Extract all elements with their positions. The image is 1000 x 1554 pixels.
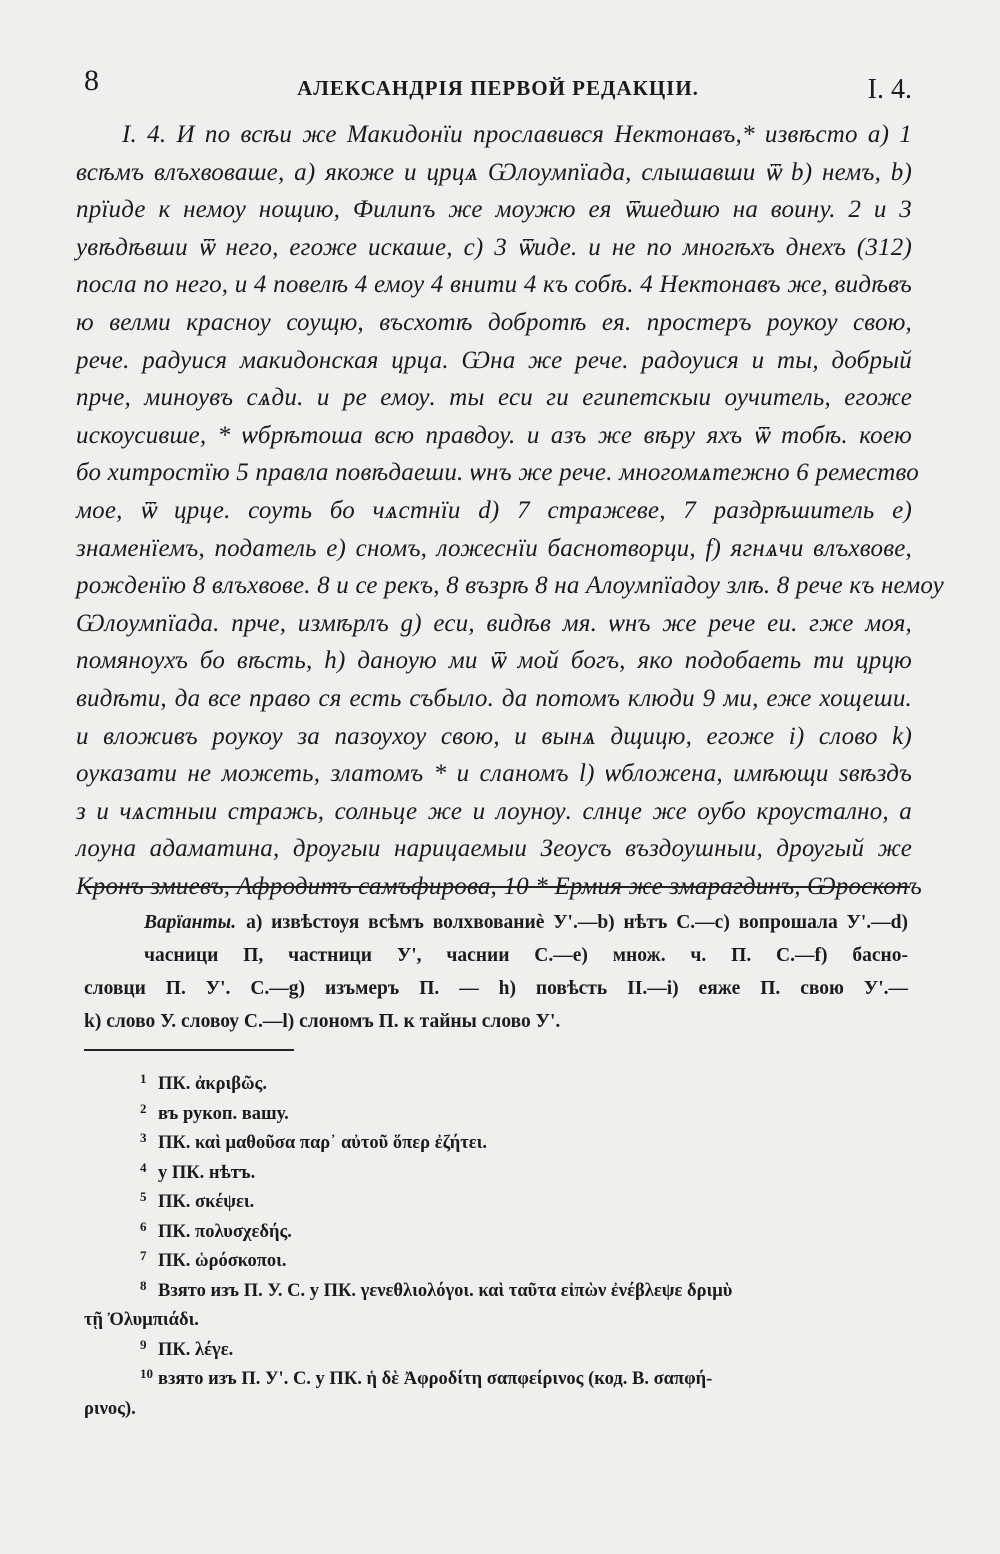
footnote xyxy=(84,1247,908,1277)
footnote-number: 2 xyxy=(140,1100,147,1116)
text-line: мое, ѿ црце. соуть бо чѧстнïи d) 7 стражеве, 7 раздрѣшитель e) знаменïемъ, податель e) сномъ, ложеснïи баснотворци, f) ягнѧчи влъхвове, xyxy=(76,496,912,562)
footnote-number: 10 xyxy=(140,1366,153,1381)
text-line: Ѡлоумпïада. прче, измѣрлъ g) еси, видѣв мя. ѡнъ же рече еи. гже моя, xyxy=(76,609,912,637)
variants-divider xyxy=(84,886,910,888)
footnote xyxy=(84,1336,908,1366)
footnote xyxy=(84,1070,908,1100)
footnote-text: Взято изъ П. У. С. у ПК. γενεθλιολόγοι. καὶ ταῦτα εἰπὼν ἐνέβλεψε δριμὺ xyxy=(158,1280,733,1301)
footnote-text: у ПК. нѣтъ. xyxy=(158,1162,256,1183)
footnote xyxy=(84,1218,908,1248)
page-header xyxy=(84,62,912,106)
footnote-number: 9 xyxy=(140,1336,147,1352)
text-line: лоуна адаматина, дрѹгыи нарицаемыи Зеоусъ въздоушныи, дрѹгый же xyxy=(76,835,912,863)
text-line: увѣдѣвши ѿ него, егоже искаше, c) 3 ѿиде. и не по многѣхъ днехъ (312) xyxy=(76,233,912,261)
footnote-text: взято изъ П. У'. С. у ПК. ἡ δὲ Ἀφροδίτη σαπφείρινος (код. В. σαπφή- xyxy=(158,1369,713,1389)
footnote xyxy=(84,1188,908,1218)
footnote xyxy=(84,1159,908,1189)
footnote-number: 3 xyxy=(140,1130,147,1145)
text-line: искоусивше, * ѡбрѣтоша всю правдоу. и азъ же вѣру яхъ ѿ тобѣ. коею xyxy=(76,421,912,449)
text-line: з и чѧстныи стражь, солньце же и лоунѹ. слнце же оубо крѹстално, а xyxy=(76,797,912,825)
footnote-number: 4 xyxy=(140,1159,147,1175)
footnote xyxy=(84,1100,908,1130)
variants-label: Варïанты. xyxy=(144,912,237,933)
text-line: оуказати не можеть, златомъ * и сланомъ l) ѡбложена, имѣющи ѕвѣздъ xyxy=(76,760,912,788)
footnote-text: ПК. ἀκριβῶς. xyxy=(158,1074,267,1094)
footnote-continuation xyxy=(84,1306,908,1336)
text-line: помяноухъ бо вѣсть, h) даноую ми ѿ мой богъ, яко подобаеть ти црцю xyxy=(76,647,912,675)
footnotes-divider xyxy=(84,1049,294,1051)
footnotes xyxy=(84,1070,908,1424)
footnote-text: въ рукоп. вашу. xyxy=(158,1103,289,1124)
variants-text: a) извѣстоуя всѣмъ волхвованиѐ У'.—b) нѣтъ С.—c) вопрошала У'.—d) часници П, частници У', часнии С.—e) множ. ч. П. С.—f) басно- xyxy=(144,912,908,966)
footnote-number: 1 xyxy=(140,1071,147,1086)
footnote-continuation xyxy=(84,1395,908,1425)
text-line: всѣмъ влъхвоваше, a) якоже и црцѧ Ѡлоумпïада, слышавши ѿ b) немъ, b) xyxy=(76,158,912,186)
variants-line: k) слово У. словоу С.—l) слономъ П. к тайны слово У'. xyxy=(84,1011,561,1032)
text-line: посла по него, и 4 повелѣ 4 емоу 4 внити 4 къ собѣ. 4 Нектонавъ же, видѣвъ xyxy=(76,271,912,299)
footnote-number: 8 xyxy=(140,1277,147,1293)
text-line: прче, миноувъ сѧди. и ре емѹ. ты еси ги египетскыи оучитель, егоже xyxy=(76,384,912,412)
footnote-number: 7 xyxy=(140,1248,147,1263)
section-reference: I. 4. xyxy=(867,74,912,105)
footnote-number: 6 xyxy=(140,1218,147,1234)
text-line: Кронъ змиевъ, Афродитъ самъфирова, 10 * Ермия же змарагдинъ, Ѡроскопъ xyxy=(76,872,922,900)
running-head: АЛЕКСАНДРІЯ ПЕРВОЙ РЕДАКЦІИ. xyxy=(297,76,699,100)
footnote-text: τῇ Ὀλυμπιάδι. xyxy=(84,1310,199,1330)
main-text xyxy=(76,116,944,905)
footnote-text: ПК. πολυσχεδής. xyxy=(158,1221,292,1242)
text-line: I. 4. И по всѣи же Макидонïи прославився Нектонавъ,* извѣсто a) 1 xyxy=(122,121,912,148)
text-line: рече. радуися макидонская црца. Ѡна же рече. радоуися и ты, добрый xyxy=(76,346,912,374)
variants-line xyxy=(84,906,908,972)
footnote xyxy=(84,1365,908,1395)
variants-line: словци П. У'. С.—g) изъмеръ П. — h) повѣсть II.—i) еяже П. свою У'.— xyxy=(84,978,908,999)
footnote xyxy=(84,1129,908,1159)
text-line: видѣти, да все право ся есть събыло. да потомъ клюди 9 ми, еже хощеши. xyxy=(76,684,912,712)
footnote-text: ПК. ὡρόσκοποι. xyxy=(158,1251,287,1271)
footnote-text: ПК. σκέψει. xyxy=(158,1192,255,1212)
text-line: ю велми красноу соущю, въсхотѣ добротѣ ея. простеръ роукоу свою, xyxy=(76,308,912,336)
variants-apparatus xyxy=(84,906,908,1038)
text-line: прïиде к немоу нощию, Филипъ же моужю ея ѿшедшю на воину. 2 и 3 xyxy=(76,196,912,224)
page-number: 8 xyxy=(84,64,99,97)
text-line: бо хитростїю 5 правла повѣдаеши. ѡнъ же рече. многомѧтежно 6 ремество xyxy=(76,459,919,487)
text-line: и вложивъ роукоу за пазѹхоу свою, и вынѧ дщицю, егоже i) слово k) xyxy=(76,722,912,750)
text-line: рожденïю 8 влъхвове. 8 и се рекъ, 8 възрѣ 8 на Алѹмпïадоу злѣ. 8 рече къ немоу xyxy=(76,572,944,600)
footnote-text: ρινος). xyxy=(84,1398,136,1419)
footnote xyxy=(84,1277,908,1307)
footnote-text: ПК. καὶ μαθοῦσα παρ᾽ αὐτοῦ ὅπερ ἐζήτει. xyxy=(158,1133,488,1153)
footnote-text: ПК. λέγε. xyxy=(158,1339,234,1360)
footnote-number: 5 xyxy=(140,1189,147,1204)
